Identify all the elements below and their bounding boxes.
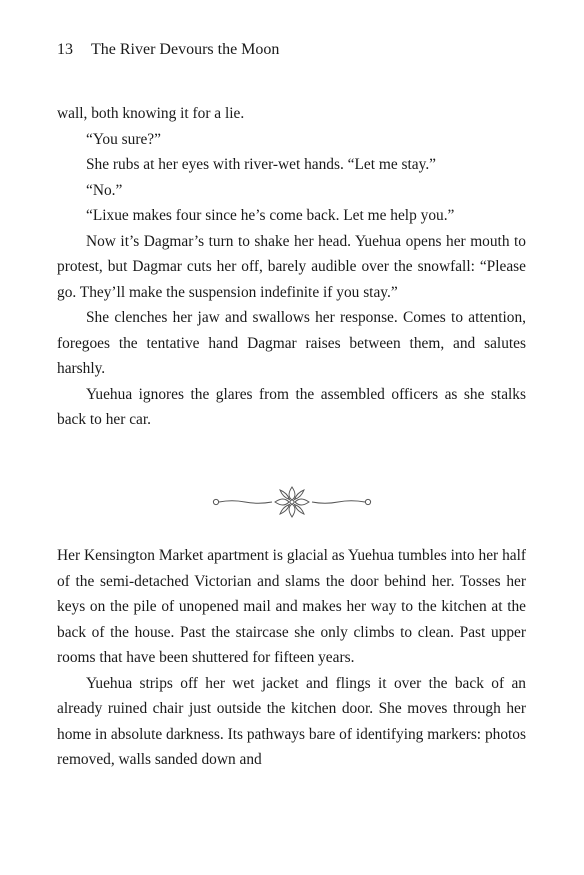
running-header: [57, 40, 279, 60]
paragraph: Her Kensington Market apartment is glacial as Yuehua tumbles into her half of the semi-detached Victorian and slams the door behind her. Tosses her keys on the pile of unopened mail and makes her way to the kitchen at the back of the house. Past the staircase she only climbs to clean. Past upper rooms that have been shuttered for fifteen years.: [57, 547, 526, 666]
paragraph: “You sure?”: [86, 130, 161, 148]
paragraph: “No.”: [86, 181, 123, 199]
paragraph: Yuehua strips off her wet jacket and flings it over the back of an already ruined chair just outside the kitchen door. She moves through her home in absolute darkness. Its pathways bare of identifying markers: photos removed, walls sanded down and: [57, 674, 526, 768]
paragraph: She rubs at her eyes with river-wet hands. “Let me stay.”: [86, 156, 436, 173]
text-section-one: [57, 101, 526, 433]
floral-ornament-icon: [212, 484, 372, 520]
book-title: The River Devours the Moon: [91, 41, 280, 58]
text-section-two: [57, 543, 526, 773]
paragraph: Yuehua ignores the glares from the assembled officers as she stalks back to her car.: [57, 385, 526, 428]
paragraph: She clenches her jaw and swallows her response. Comes to attention, foregoes the tentative hand Dagmar raises between them, and salutes harshly.: [57, 309, 526, 377]
paragraph: wall, both knowing it for a lie.: [57, 105, 245, 122]
paragraph: “Lixue makes four since he’s come back. Let me help you.”: [86, 207, 455, 224]
page-number: 13: [57, 41, 73, 58]
paragraph: Now it’s Dagmar’s turn to shake her head. Yuehua opens her mouth to protest, but Dagmar cuts her off, barely audible over the snowfall: “Please go. They’ll make the suspension indefinite if you stay.”: [57, 232, 526, 301]
